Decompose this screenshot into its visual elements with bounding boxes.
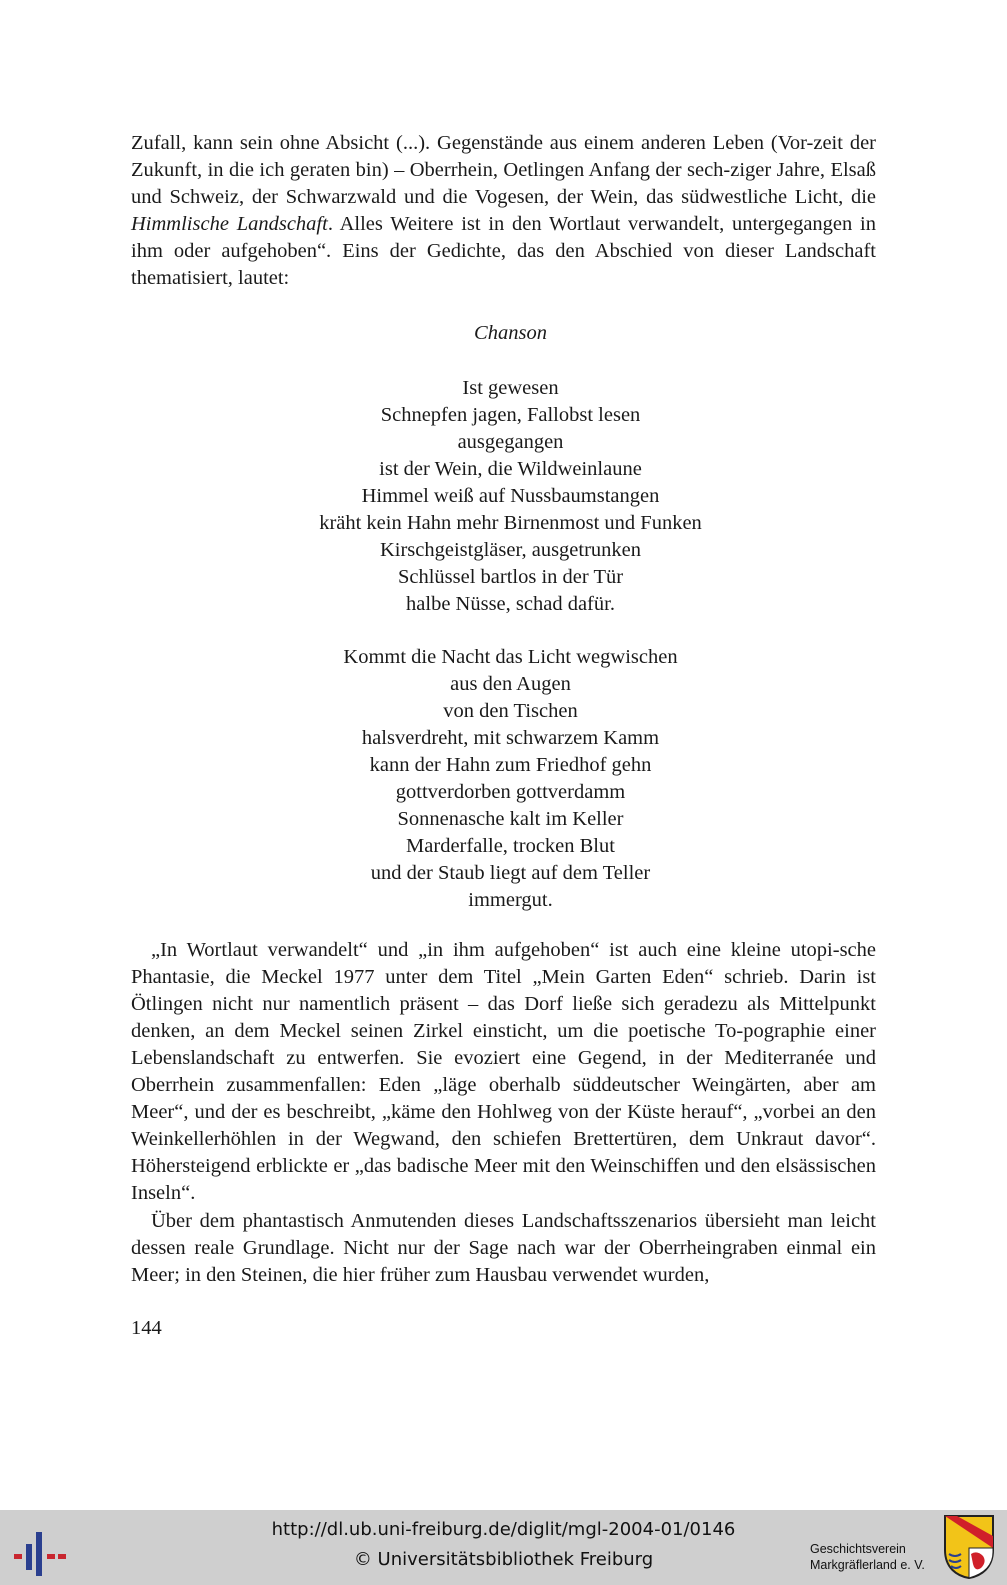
poem-line: aus den Augen (450, 673, 571, 695)
poem-line: Kommt die Nacht das Licht wegwischen (343, 646, 678, 668)
poem-line: Schlüssel bartlos in der Tür (397, 566, 624, 588)
poem-line: Kirschgeistgläser, ausgetrunken (379, 539, 642, 561)
coat-of-arms-icon[interactable] (943, 1514, 995, 1580)
footer-copyright: © Universitätsbibliothek Freiburg (353, 1549, 654, 1570)
italic-title: Himmlische Landschaft (131, 213, 328, 235)
poem-line: kann der Hahn zum Friedhof gehn (369, 754, 652, 776)
poem-line: halsverdreht, mit schwarzem Kamm (361, 727, 660, 749)
poem-line: ist der Wein, die Wildweinlaune (379, 458, 642, 480)
poem-line: halbe Nüsse, schad dafür. (406, 593, 615, 615)
poem-title: Chanson (474, 322, 547, 344)
society-line: Geschichtsverein (810, 1542, 906, 1556)
body-paragraph: „In Wortlaut verwandelt“ und „in ihm aufgehoben“ ist auch eine kleine utopi-sche Phantasie, die Meckel 1977 unter dem Titel „Mein Garten Eden“ schrieb. Darin ist Ötlingen nicht nur namentlich präsent – das Dorf ließe sich geradezu als Mittelpunkt denken, an dem Meckel seinen Zirkel einsticht, um die poetische To-pographie einer Lebenslandschaft zu entwerfen. Sie evoziert eine Gegend, in der Mediterranée und Oberrhein zusammenfallen: Eden „läge oberhalb süddeutscher Weingärten, aber am Meer“, und der es beschreibt, „käme den Hohlweg von der Küste herauf“, „vorbei an den Weinkellerhöhlen in der Wegwand, den schiefen Brettertüren, dem Unkraut davor“. Höhersteigend erblickte er „das badische Meer mit den Weinschiffen und den elsässischen Inseln“. (131, 939, 876, 1204)
poem-line: Ist gewesen (462, 377, 559, 399)
poem-line: gottverdorben gottverdamm (395, 781, 626, 803)
poem-line: von den Tischen (443, 700, 578, 722)
poem-line: immergut. (468, 889, 553, 911)
body-paragraph (131, 130, 876, 292)
footer-url-link[interactable]: http://dl.ub.uni-freiburg.de/diglit/mgl-2004-01/0146 (271, 1519, 736, 1540)
paragraph-text: . Alles Weitere ist in den Wortlaut verwandelt, untergegangen in ihm oder aufgehoben“. Eins der Gedichte, das den Abschied von dieser Landschaft thematisiert, lautet: (131, 213, 876, 289)
poem-line: kräht kein Hahn mehr Birnenmost und Funken (319, 512, 702, 534)
poem-line: Himmel weiß auf Nussbaumstangen (361, 485, 660, 507)
poem-line: Schnepfen jagen, Fallobst lesen (380, 404, 641, 426)
poem-stanza-1 (0, 375, 1007, 618)
paragraph-text: Zufall, kann sein ohne Absicht (...). Gegenstände aus einem anderen Leben (Vor-zeit der Zukunft, in die ich geraten bin) – Oberrhein, Oetlingen Anfang der sech-ziger Jahre, Elsaß und Schweiz, der Schwarzwald und die Vogesen, der Wein, das südwestliche Licht, die (131, 132, 876, 208)
body-paragraph: Über dem phantastisch Anmutenden dieses Landschaftsszenarios übersieht man leicht dessen reale Grundlage. Nicht nur der Sage nach war der Oberrheingraben einmal ein Meer; in den Steinen, die hier früher zum Hausbau verwendet wurden, (131, 1210, 876, 1286)
poem-stanza-2 (0, 644, 1007, 914)
poem-line: ausgegangen (457, 431, 564, 453)
society-line: Markgräflerland e. V. (810, 1558, 925, 1572)
poem-line: Marderfalle, trocken Blut (406, 835, 615, 857)
poem-line: Sonnenasche kalt im Keller (397, 808, 624, 830)
society-name (810, 1541, 945, 1573)
footer-bar (0, 1510, 1007, 1585)
page-number: 144 (131, 1317, 162, 1339)
poem-line: und der Staub liegt auf dem Teller (370, 862, 651, 884)
